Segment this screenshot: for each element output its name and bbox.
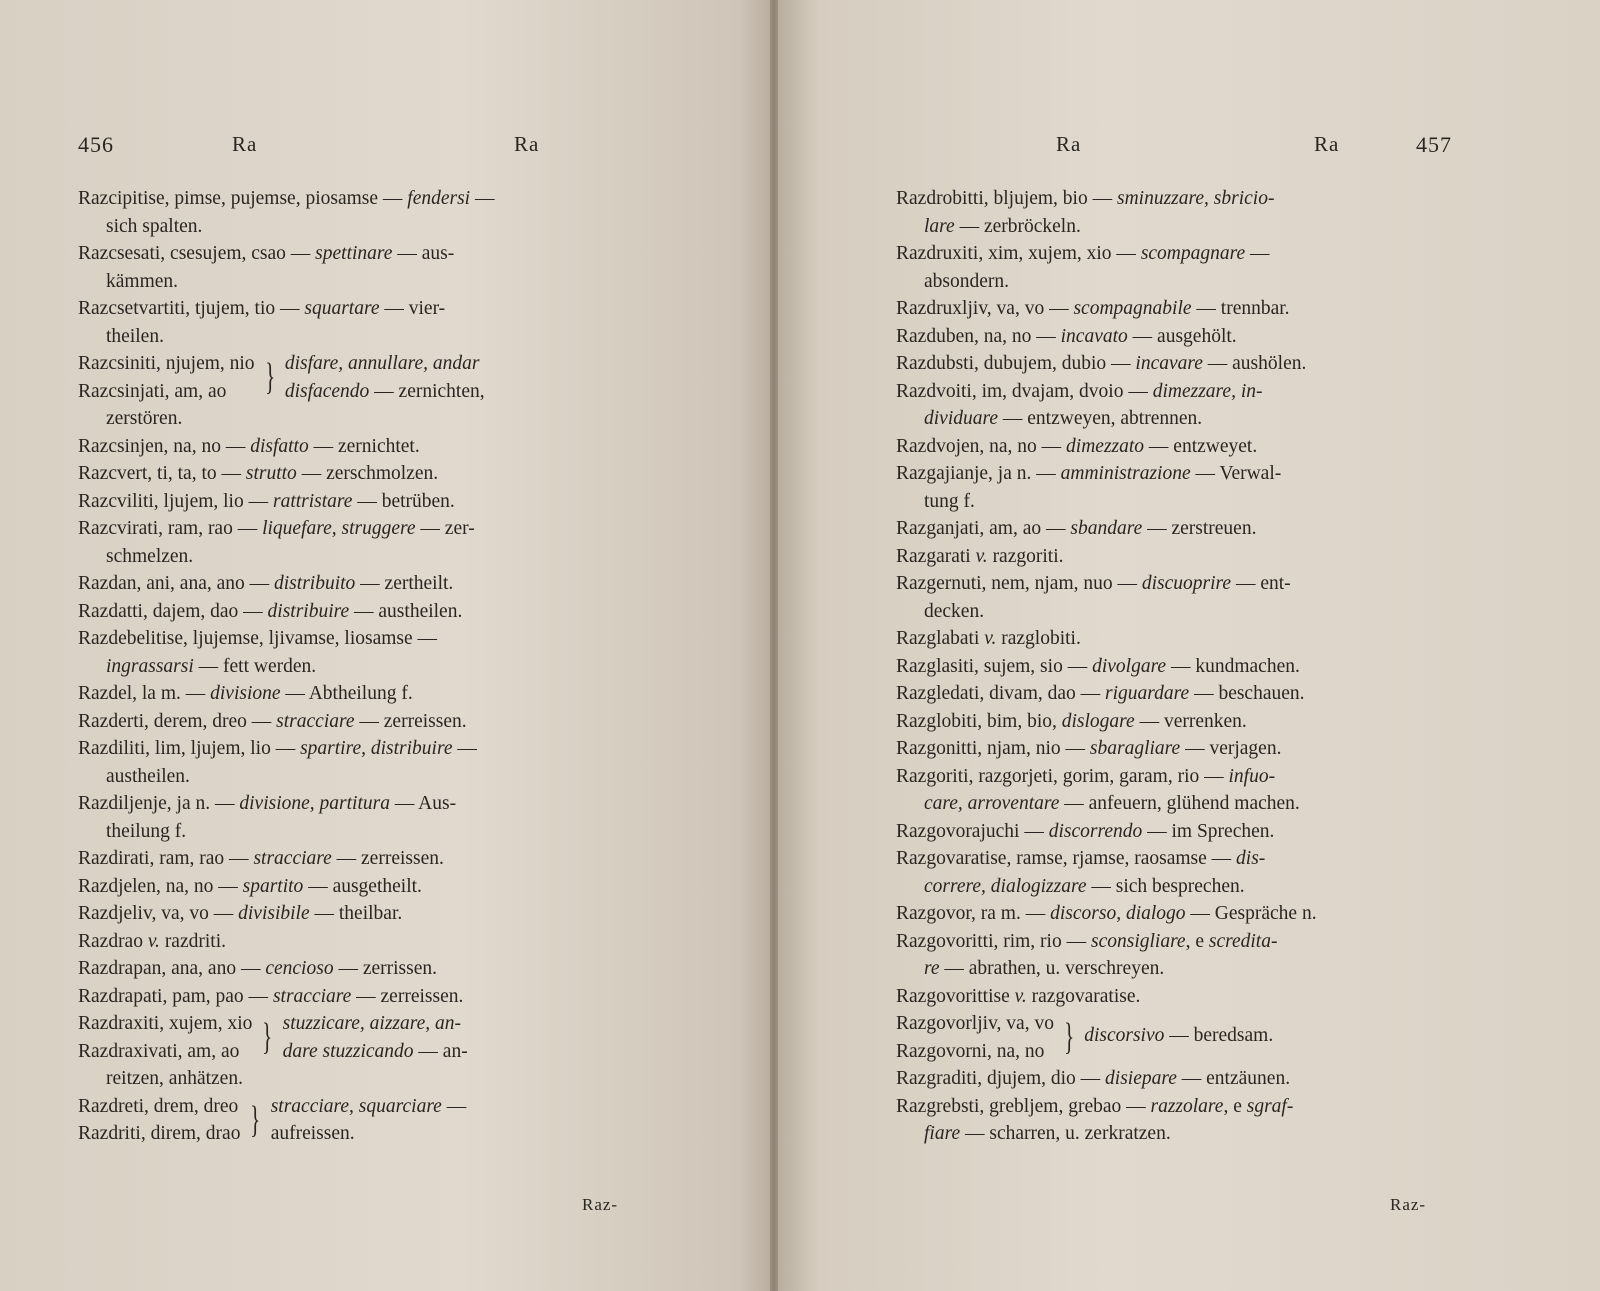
brace-symbol: }	[262, 1016, 273, 1058]
dictionary-entry: Razdirati, ram, rao — stracciare — zerreissen.	[78, 848, 444, 869]
dictionary-entry: Razdubsti, dubujem, dubio — incavare — aushölen.	[896, 353, 1307, 374]
dictionary-entry: Razdruxljiv, va, vo — scompagnabile — trennbar.	[896, 298, 1290, 319]
dictionary-entry: Razdruxiti, xim, xujem, xio — scompagnare — absondern.	[896, 243, 1270, 292]
dictionary-entry: Razgoriti, razgorjeti, gorim, garam, rio — infuo- care, arroventare — anfeuern, glühend machen.	[896, 765, 1300, 814]
dictionary-entry-group: Razdreti, drem, dreo Razdriti, direm, drao } stracciare, squarciare — aufreissen.	[78, 1095, 467, 1144]
dictionary-entry: Razgovorittise v. razgovaratise.	[896, 985, 1141, 1007]
dictionary-entry: Razdjeliv, va, vo — divisibile — theilbar.	[78, 903, 403, 924]
brace-symbol: }	[1064, 1016, 1075, 1058]
running-head: Ra	[232, 132, 258, 156]
dictionary-entry: Razgovor, ra m. — discorso, dialogo — Gespräche n.	[896, 903, 1317, 924]
dictionary-entry: Razcvert, ti, ta, to — strutto — zerschmolzen.	[78, 463, 439, 484]
dictionary-entry: Razdan, ani, ana, ano — distribuito — zertheilt.	[78, 573, 454, 594]
dictionary-entry: Razdiliti, lim, ljujem, lio — spartire, distribuire — austheilen.	[78, 738, 477, 787]
dictionary-entries	[78, 185, 656, 1148]
dictionary-entries	[896, 185, 1470, 1148]
running-head: Ra	[1314, 132, 1340, 156]
dictionary-entry: Razdel, la m. — divisione — Abtheilung f.	[78, 683, 413, 704]
running-head: Ra	[514, 132, 540, 156]
dictionary-entry: Razgledati, divam, dao — riguardare — beschauen.	[896, 683, 1305, 704]
dictionary-entry: Razdvojen, na, no — dimezzato — entzweyet.	[896, 435, 1258, 457]
dictionary-entry: Razdatti, dajem, dao — distribuire — austheilen.	[78, 600, 463, 622]
dictionary-entry: Razcsetvartiti, tjujem, tio — squartare — vier- theilen.	[78, 298, 446, 347]
catchword: Raz-	[1390, 1195, 1427, 1214]
dictionary-entry: Razdiljenje, ja n. — divisione, partitura — Aus- theilung f.	[78, 793, 457, 842]
left-page	[0, 0, 770, 1291]
dictionary-entry-group: Razdraxiti, xujem, xio Razdraxivati, am, ao } stuzzicare, aizzare, an- dare stuzzicando — an- reitzen, anhätzen.	[78, 1013, 468, 1089]
brace-symbol: }	[250, 1098, 261, 1141]
dictionary-entry: Razdebelitise, ljujemse, ljivamse, liosamse — ingrassarsi — fett werden.	[78, 628, 438, 677]
dictionary-entry: Razcviliti, ljujem, lio — rattristare — betrüben.	[78, 490, 455, 512]
dictionary-entry: Razderti, derem, dreo — stracciare — zerreissen.	[78, 710, 467, 732]
dictionary-entry: Razdjelen, na, no — spartito — ausgetheilt.	[78, 875, 422, 897]
dictionary-entry-group: Razgovorljiv, va, vo Razgovorni, na, no } discorsivo — beredsam.	[896, 1013, 1274, 1062]
dictionary-entry: Razgovorajuchi — discorrendo — im Sprechen.	[896, 820, 1275, 842]
dictionary-entry: Razgarati v. razgoriti.	[896, 545, 1064, 567]
dictionary-entry: Razglasiti, sujem, sio — divolgare — kundmachen.	[896, 655, 1300, 677]
page-number: 456	[78, 132, 114, 157]
dictionary-entry: Razdvoiti, im, dvajam, dvoio — dimezzare, in- dividuare — entzweyen, abtrennen.	[896, 380, 1263, 429]
dictionary-entry: Razgovoritti, rim, rio — sconsigliare, e screditа- re — abrathen, u. verschreyen.	[896, 930, 1278, 979]
dictionary-entry: Razdrapan, ana, ano — cencioso — zerrissen.	[78, 958, 438, 979]
dictionary-entry: Razglabati v. razglobiti.	[896, 628, 1081, 649]
dictionary-entry: Razgraditi, djujem, dio — disiepare — entzäunen.	[896, 1068, 1291, 1089]
dictionary-entry: Razgonitti, njam, nio — sbaragliare — verjagen.	[896, 738, 1282, 759]
dictionary-entry: Razdrao v. razdriti.	[78, 930, 226, 952]
catchword: Raz-	[582, 1195, 619, 1214]
dictionary-entry: Razgovaratise, ramse, rjamse, raosamse — dis- correre, dialogizzare — sich besprechen.	[896, 848, 1266, 897]
dictionary-entry: Razcipitise, pimse, pujemse, piosamse — fendersi — sich spalten.	[78, 188, 495, 237]
dictionary-entry: Razdrobitti, bljujem, bio — sminuzzare, sbricio- lare — zerbröckeln.	[896, 188, 1275, 237]
dictionary-entry: Razcvirati, ram, rao — liquefare, struggere — zer- schmelzen.	[78, 518, 475, 567]
dictionary-entry: Razglobiti, bim, bio, dislogare — verrenken.	[896, 710, 1247, 732]
page-number: 457	[1416, 132, 1452, 157]
brace-symbol: }	[264, 356, 275, 398]
right-page	[778, 0, 1600, 1291]
dictionary-entry: Razcsesati, csesujem, csao — spettinare — aus- kämmen.	[78, 243, 455, 292]
dictionary-entry: Razcsinjen, na, no — disfatto — zernichtet.	[78, 435, 420, 457]
running-head: Ra	[1056, 132, 1082, 156]
dictionary-entry: Razduben, na, no — incavato — ausgehölt.	[896, 325, 1237, 347]
dictionary-entry: Razgajianje, ja n. — amministrazione — Verwal- tung f.	[896, 463, 1282, 512]
dictionary-entry: Razdrapati, pam, pao — stracciare — zerreissen.	[78, 985, 464, 1007]
dictionary-entry: Razganjati, am, ao — sbandare — zerstreuen.	[896, 518, 1257, 539]
dictionary-entry-group: Razcsiniti, njujem, nio Razcsinjati, am, ao } disfare, annullare, andar disfacendo — zernichten, zerstören.	[78, 353, 485, 429]
dictionary-entry: Razgrebsti, grebljem, grebao — razzolare, e sgraf- fiare — scharren, u. zerkratzen.	[896, 1095, 1294, 1144]
dictionary-entry: Razgernuti, nem, njam, nuo — discuoprire — ent- decken.	[896, 573, 1291, 622]
